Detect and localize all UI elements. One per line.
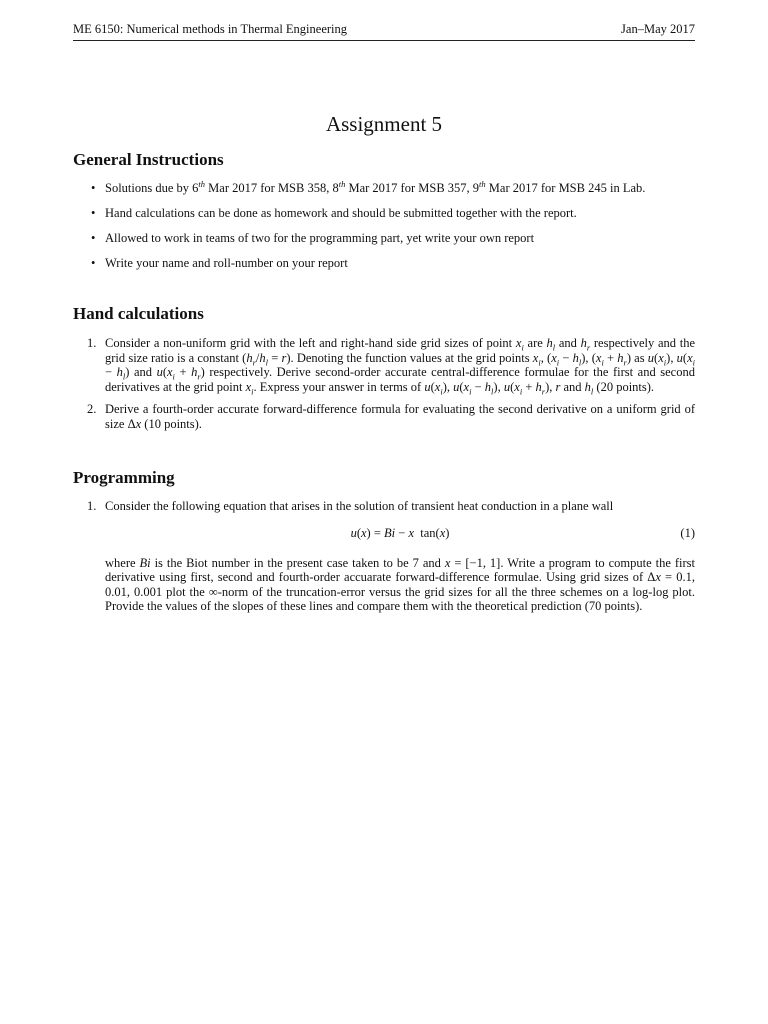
- instructions-list: [73, 178, 695, 281]
- section-heading-programming: Programming: [73, 468, 175, 487]
- section-heading-hand-calculations: Hand calculations: [73, 304, 204, 323]
- list-item: • Allowed to work in teams of two for the programming part, yet write your own report: [91, 231, 535, 245]
- term: Jan–May 2017: [621, 22, 695, 36]
- programming-list: [73, 499, 695, 622]
- list-item: • Hand calculations can be done as homework and should be submitted together with the report.: [91, 206, 577, 220]
- section-heading-general: General Instructions: [73, 150, 224, 169]
- list-item: • Solutions due by 6th Mar 2017 for MSB 358, 8th Mar 2017 for MSB 357, 9th Mar 2017 for MSB 245 in Lab.: [91, 178, 646, 195]
- hand-calculations-list: [73, 336, 695, 440]
- list-item: • Write your name and roll-number on your report: [91, 256, 348, 270]
- question-1: 1. Consider a non-uniform grid with the left and right-hand side grid sizes of point $x_i$ are $h_l$ and $h_r$ respectively and the grid size ratio is a constant $(h_r/h_l = r)$. Denoting the function values at the grid points $x_i$, $(x_i - h_l)$, $(x_i + h_r)$ as $u(x_i)$, $u(x_i - h_l)$ and $u(x_i + h_r)$ respectively. Derive second-order accurate central-difference formulae for the first and second derivatives at the grid point $x_i$. Express your answer in terms of $u(x_i)$, $u(x_i - h_l)$, $u(x_i + h_r)$, r and $h_l$ (20 points).: [87, 336, 695, 397]
- equation-1: u(x) = Bi − x tan(x) (1): [350, 525, 695, 540]
- running-header: [73, 22, 695, 41]
- assignment-title: Assignment 5: [325, 112, 443, 136]
- programming-question-1: 1. Consider the following equation that arises in the solution of transient heat conduction in a plane wall u(x) = Bi − x tan(x) (1) where Bi is the Biot number in the present case taken to be 7 and x = [−1, 1]. Write a program to compute the first derivative using first, second and fourth-order accuarate forward-difference formulae. Using grid sizes of Δx = 0.1, 0.01, 0.001 plot the ∞-norm of the truncation-error versus the grid sizes for all the three schemes on a log-log plot. Provide the values of the slopes of these lines and compare them with the theoretical prediction (70 points).: [87, 499, 696, 614]
- question-2: 2. Derive a fourth-order accurate forward-difference formula for evaluating the second derivative on a uniform grid of size Δx (10 points).: [87, 402, 695, 431]
- course-name: ME 6150: Numerical methods in Thermal Engineering: [73, 22, 348, 36]
- equation-number: (1): [680, 525, 695, 540]
